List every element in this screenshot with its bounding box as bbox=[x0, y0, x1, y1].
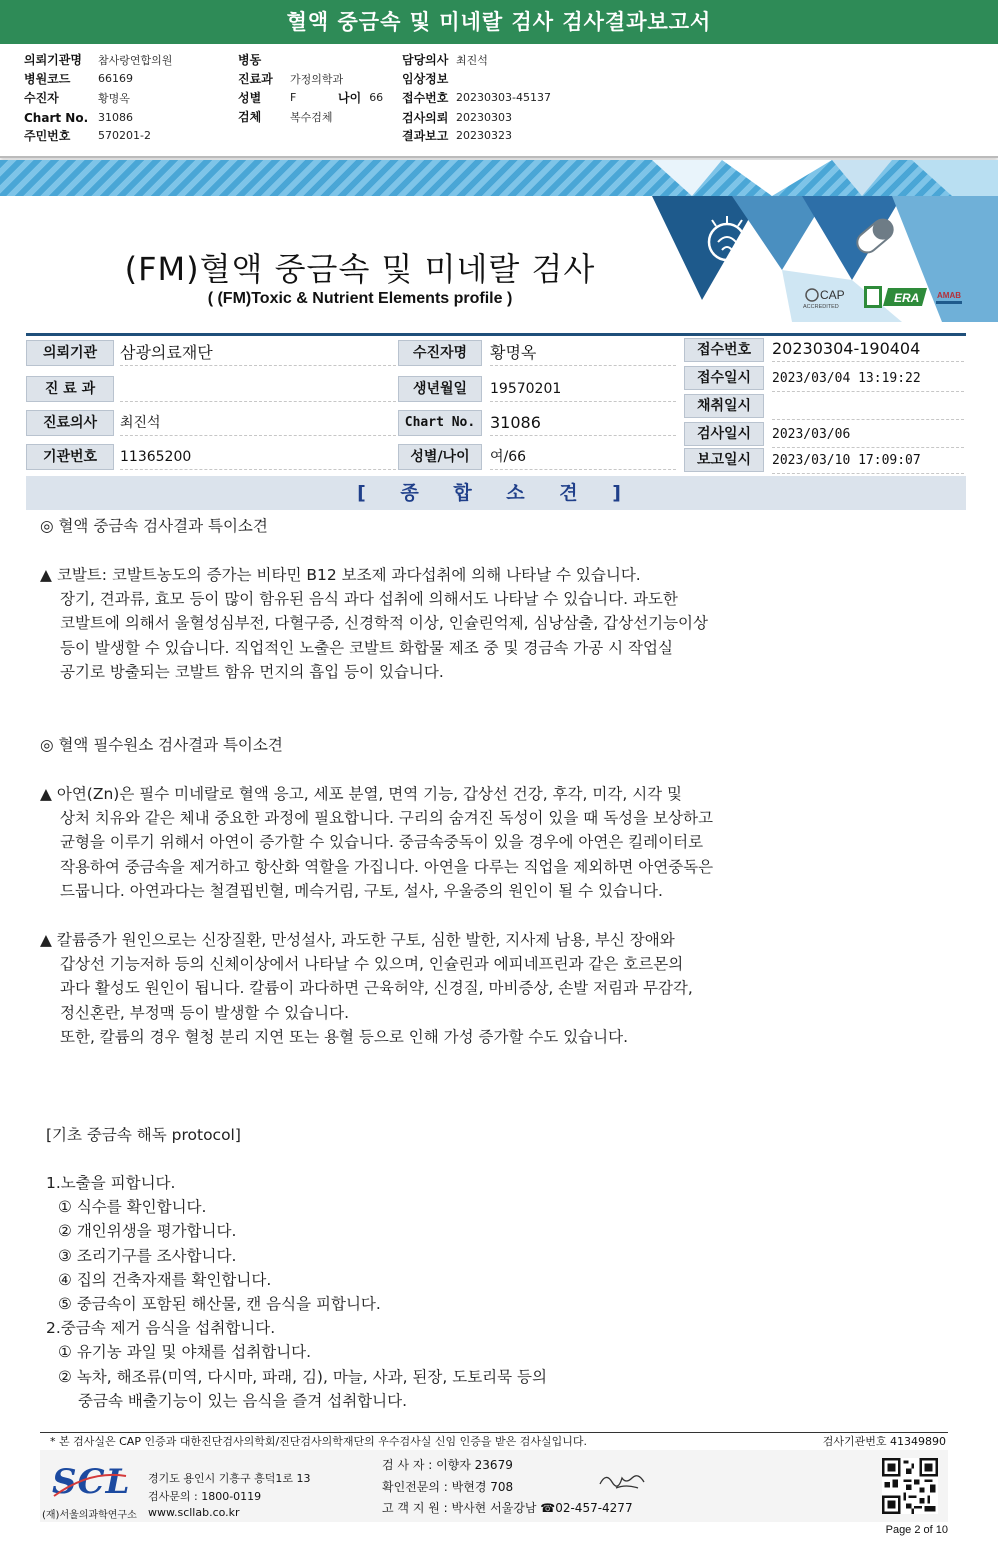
info-value: 20230304-190404 bbox=[772, 336, 964, 362]
meta-row bbox=[402, 88, 551, 107]
report-meta-header bbox=[0, 44, 998, 158]
page-subtitle: ( (FM)Toxic & Nutrient Elements profile ) bbox=[207, 290, 513, 307]
protocol-step: 2.중금속 제거 음식을 섭취합니다. bbox=[46, 1319, 276, 1338]
info-value: 여/66 bbox=[490, 444, 676, 470]
finding-line: ▲ 아연(Zn)은 필수 미네랄로 혈액 응고, 세포 분열, 면역 기능, 갑상선 건강, 후각, 미각, 시각 및 bbox=[40, 785, 683, 803]
meta-value: 570201-2 bbox=[98, 129, 151, 142]
meta-row bbox=[402, 69, 456, 88]
meta-key: 결과보고 bbox=[402, 129, 449, 143]
meta-key: 담당의사 bbox=[402, 53, 449, 67]
finding-line: 공기로 방출되는 코발트 함유 먼지의 흡입 등이 있습니다. bbox=[60, 662, 444, 681]
info-value: 황명옥 bbox=[490, 340, 676, 366]
scl-logo-swoosh bbox=[52, 1466, 128, 1500]
heavy-metal-section bbox=[40, 514, 900, 538]
zinc-finding bbox=[40, 782, 900, 903]
meta-key: 수진자 bbox=[24, 91, 59, 105]
meta-value: 31086 bbox=[98, 111, 133, 124]
meta-key: 검체 bbox=[238, 110, 262, 124]
meta-key: 접수번호 bbox=[402, 91, 449, 105]
protocol-step: ① 식수를 확인합니다. bbox=[58, 1198, 207, 1217]
finding-line: 장기, 견과류, 효모 등이 많이 함유된 음식 과다 섭취에 의해서도 나타날 수 있습니다. 과도한 bbox=[60, 590, 678, 609]
meta-row bbox=[402, 50, 488, 69]
org-address: 경기도 용인시 기흥구 흥덕1로 13 bbox=[148, 1472, 311, 1485]
info-value: 11365200 bbox=[120, 444, 396, 470]
meta-row bbox=[24, 50, 172, 69]
finding-line: 정신혼란, 부정맥 등이 발생할 수 있습니다. bbox=[60, 1003, 350, 1022]
info-label: 접수번호 bbox=[684, 338, 764, 362]
info-label: 진 료 과 bbox=[26, 376, 114, 402]
meta-row bbox=[238, 88, 383, 107]
protocol-step: ③ 조리기구를 조사합니다. bbox=[58, 1246, 237, 1265]
meta-value: 가정의학과 bbox=[290, 72, 344, 86]
meta-value: 20230303-45137 bbox=[456, 91, 551, 104]
meta-key: 병동 bbox=[238, 53, 262, 67]
protocol-list bbox=[46, 1171, 906, 1413]
meta-key: 임상정보 bbox=[402, 72, 449, 86]
page-number: Page 2 of 10 bbox=[885, 1524, 948, 1536]
svg-text:ERA: ERA bbox=[894, 291, 920, 305]
section-title: ◎ 혈액 필수원소 검사결과 특이소견 bbox=[40, 736, 283, 754]
finding-line: 상처 치유와 같은 체내 중요한 과정에 필요합니다. 구리의 숨겨진 독성이 있을 때 독성을 보상하고 bbox=[60, 809, 713, 828]
meta-value: 66169 bbox=[98, 72, 133, 85]
meta-key: 병원코드 bbox=[24, 72, 71, 86]
finding-line: 과다 활성도 원인이 됩니다. 칼륨이 과다하면 근육허약, 신경질, 마비증상, 손발 저림과 무감각, bbox=[60, 979, 693, 998]
protocol-step: 1.노출을 피합니다. bbox=[46, 1174, 176, 1192]
info-value: 삼광의료재단 bbox=[120, 340, 396, 366]
meta-value: 복수검체 bbox=[290, 110, 333, 124]
summary-heading: [ 종 합 소 견 ] bbox=[26, 476, 966, 510]
signature-mark bbox=[596, 1468, 652, 1492]
meta-key: Chart No. bbox=[24, 110, 89, 125]
info-value: 2023/03/04 13:19:22 bbox=[772, 366, 964, 392]
svg-text:AMAB: AMAB bbox=[937, 291, 961, 300]
org-number: 검사기관번호 41349890 bbox=[822, 1435, 946, 1448]
page-title: (FM)혈액 중금속 및 미네랄 검사 bbox=[124, 250, 596, 288]
info-value bbox=[120, 376, 396, 402]
meta-key: 성별 bbox=[238, 91, 262, 105]
svg-text:ACCREDITED: ACCREDITED bbox=[803, 304, 839, 310]
protocol-step: ④ 집의 건축자재를 확인합니다. bbox=[58, 1270, 272, 1289]
info-value bbox=[772, 394, 964, 420]
meta-key: 의뢰기관명 bbox=[24, 53, 82, 67]
era-logo bbox=[883, 288, 927, 306]
info-label: 기관번호 bbox=[26, 444, 114, 470]
meta-key: 주민번호 bbox=[24, 129, 71, 143]
protocol-step: 중금속 배출기능이 있는 음식을 즐겨 섭취합니다. bbox=[78, 1391, 408, 1410]
lm-logo bbox=[864, 286, 882, 308]
info-label: 의뢰기관 bbox=[26, 340, 114, 366]
meta-value: 참사랑연합의원 bbox=[98, 53, 173, 67]
meta-key: 나이 bbox=[338, 91, 362, 105]
org-name: (재)서울의과학연구소 bbox=[42, 1510, 137, 1521]
amab-logo bbox=[936, 291, 962, 304]
meta-row bbox=[24, 126, 151, 145]
meta-value: 20230303 bbox=[456, 111, 512, 124]
info-label: 성별/나이 bbox=[398, 444, 482, 470]
finding-line: 또한, 칼륨의 경우 혈청 분리 지연 또는 용혈 등으로 인해 가성 증가할 수도 있습니다. bbox=[60, 1027, 629, 1046]
info-value: 19570201 bbox=[490, 376, 676, 402]
meta-row bbox=[238, 50, 290, 69]
info-label: 검사일시 bbox=[684, 422, 764, 446]
protocol-step: ② 개인위생을 평가합니다. bbox=[58, 1222, 237, 1241]
finding-line: 코발트에 의해서 울혈성심부전, 다혈구증, 신경학적 이상, 인슐린억제, 심낭삼출, 갑상선기능이상 bbox=[60, 614, 709, 633]
meta-value: 최진석 bbox=[456, 53, 488, 67]
protocol-step: ① 유기농 과일 및 야채를 섭취합니다. bbox=[58, 1343, 312, 1362]
meta-value: 66 bbox=[369, 91, 384, 104]
report-title-bar bbox=[0, 0, 998, 44]
meta-value: 20230323 bbox=[456, 129, 512, 142]
potassium-finding bbox=[40, 928, 900, 1049]
org-phone: 검사문의 : 1800-0119 bbox=[148, 1490, 262, 1503]
finding-line: ▲ 코발트: 코발트농도의 증가는 비타민 B12 보조제 과다섭취에 의해 나타날 수 있습니다. bbox=[40, 566, 641, 584]
specialist: 확인전문의 : 박현경 708 bbox=[382, 1480, 514, 1494]
meta-row bbox=[238, 69, 343, 88]
finding-line: 갑상선 기능저하 등의 신체이상에서 나타날 수 있으며, 인슐린과 에피네프린과 같은 호르몬의 bbox=[60, 955, 684, 974]
info-value: 31086 bbox=[490, 410, 676, 436]
meta-row bbox=[24, 88, 130, 107]
finding-line: 균형을 이루기 위해서 아연이 증가할 수 있습니다. 중금속중독이 있을 경우에 아연은 킬레이터로 bbox=[60, 833, 704, 852]
meta-row bbox=[402, 108, 512, 127]
customer-support: 고 객 지 원 : 박사현 서울강남 ☎02-457-4277 bbox=[382, 1501, 633, 1515]
info-label: 진료의사 bbox=[26, 410, 114, 436]
finding-line: 드뭅니다. 아연과다는 철결핍빈혈, 메슥거림, 구토, 설사, 우울증의 원인이 될 수 있습니다. bbox=[60, 881, 663, 900]
meta-value: F bbox=[290, 91, 297, 104]
finding-line: ▲ 칼륨증가 원인으로는 신장질환, 만성설사, 과도한 구토, 심한 발한, 지사제 남용, 부신 장애와 bbox=[40, 931, 675, 949]
cobalt-finding bbox=[40, 563, 900, 684]
finding-line: 등이 발생할 수 있습니다. 직업적인 노출은 코발트 화합물 제조 중 및 경금속 가공 시 작업실 bbox=[60, 638, 673, 657]
meta-key: 검사의뢰 bbox=[402, 111, 449, 125]
protocol-step: ⑤ 중금속이 포함된 해산물, 캔 음식을 피합니다. bbox=[58, 1295, 381, 1314]
report-title: 혈액 중금속 및 미네랄 검사 검사결과보고서 bbox=[286, 10, 712, 34]
info-label: Chart No. bbox=[398, 410, 482, 436]
meta-key: 진료과 bbox=[238, 72, 273, 86]
org-website[interactable]: www.scllab.co.kr bbox=[148, 1506, 240, 1519]
info-label: 생년월일 bbox=[398, 376, 482, 402]
section-title: ◎ 혈액 중금속 검사결과 특이소견 bbox=[40, 517, 268, 535]
info-value: 2023/03/10 17:09:07 bbox=[772, 448, 964, 474]
svg-text:CAP: CAP bbox=[820, 288, 845, 302]
info-value: 2023/03/06 bbox=[772, 422, 964, 448]
qr-code bbox=[882, 1458, 938, 1514]
meta-value: 황명옥 bbox=[98, 91, 130, 105]
info-label: 접수일시 bbox=[684, 366, 764, 390]
essential-element-section bbox=[40, 733, 900, 757]
certification-note: * 본 검사실은 CAP 인증과 대한진단검사의학회/진단검사의학재단의 우수검사실 신임 인증을 받은 검사실입니다. bbox=[50, 1435, 588, 1448]
finding-line: 작용하여 중금속을 제거하고 항산화 역할을 가집니다. 아연을 다루는 직업을 제외하면 아연중독은 bbox=[60, 857, 714, 876]
examiner: 검 사 자 : 이향자 23679 bbox=[382, 1458, 513, 1472]
scl-logo: SCL bbox=[52, 1462, 131, 1502]
info-label: 수진자명 bbox=[398, 340, 482, 366]
banner-artwork bbox=[652, 160, 998, 322]
info-value: 최진석 bbox=[120, 410, 396, 436]
section-title: [기초 중금속 해독 protocol] bbox=[46, 1126, 241, 1144]
protocol-section bbox=[46, 1123, 906, 1147]
meta-row bbox=[238, 107, 333, 126]
meta-row bbox=[24, 69, 133, 88]
info-label: 채취일시 bbox=[684, 394, 764, 418]
meta-row bbox=[402, 126, 512, 145]
meta-row bbox=[24, 108, 133, 127]
protocol-step: ② 녹차, 해조류(미역, 다시마, 파래, 김), 마늘, 사과, 된장, 도토리묵 등의 bbox=[58, 1367, 548, 1386]
info-label: 보고일시 bbox=[684, 448, 764, 472]
